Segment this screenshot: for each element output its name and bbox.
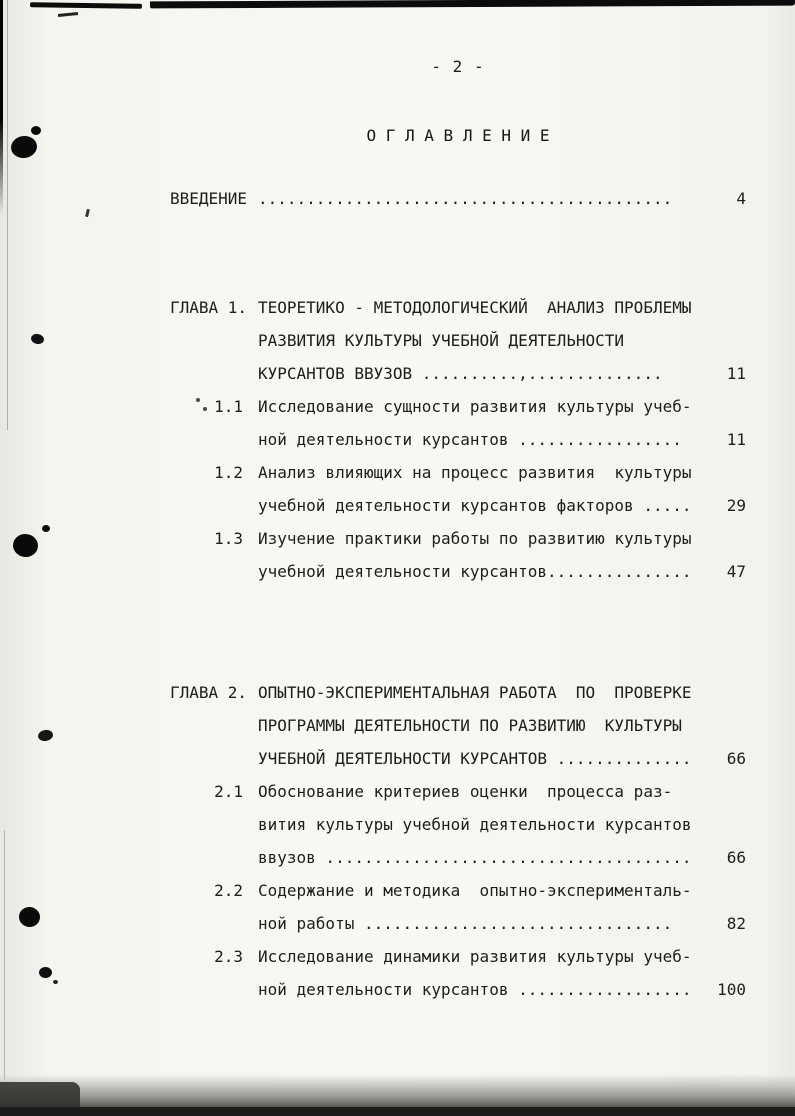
toc-line-text: учебной деятельности курсантов факторов ..... [258,496,692,515]
table-of-contents [170,182,746,1006]
toc-line-text: ной деятельности курсантов ................. [258,430,682,449]
toc-line-text: Анализ влияющих на процесс развития культуры [258,463,692,482]
toc-line-text: вития культуры учебной деятельности курсантов [258,815,692,834]
toc-line [258,390,746,423]
toc-line [258,775,746,808]
page-number: - 2 - [431,57,485,76]
toc-line-text: КУРСАНТОВ ВВУЗОВ ..........,.............. [258,364,663,383]
toc-page-ref: 100 [717,980,746,999]
toc-title: О Г Л А В Л Е Н И Е [366,126,550,145]
toc-line [258,808,746,841]
toc-line [258,676,746,709]
toc-line-text: Изучение практики работы по развитию культуры [258,529,692,548]
binding-hole [42,525,50,532]
binding-hole [18,906,40,927]
toc-line [258,291,746,324]
toc-entry-label: ВВЕДЕНИЕ [170,189,248,208]
toc-line-text: учебной деятельности курсантов............... [258,562,692,581]
toc-line-text: РАЗВИТИЯ КУЛЬТУРЫ УЧЕБНОЙ ДЕЯТЕЛЬНОСТИ [258,331,625,350]
toc-entry-2-1 [170,775,746,874]
toc-line [258,841,746,874]
ink-blot [30,333,45,345]
toc-entry-1-2 [170,456,746,522]
toc-page-ref: 66 [726,848,746,867]
toc-entry-chapter-1 [170,291,746,390]
toc-line-text: УЧЕБНОЙ ДЕЯТЕЛЬНОСТИ КУРСАНТОВ .............. [258,749,692,768]
scan-artifact-left-edge [0,0,3,215]
scan-speck [85,209,90,217]
toc-entry-2-3 [170,940,746,1006]
toc-entry-1-1 [170,390,746,456]
toc-entry-chapter-2 [170,676,746,775]
toc-line [258,522,746,555]
toc-page-ref: 29 [726,496,746,515]
toc-page-ref: 82 [726,914,746,933]
toc-line [258,742,746,775]
toc-line-text: Исследование динамики развития культуры учеб- [258,947,692,966]
ink-blot [53,980,58,984]
scan-artifact-bottom-edge [0,1074,795,1116]
toc-line-text: ПРОГРАММЫ ДЕЯТЕЛЬНОСТИ ПО РАЗВИТИЮ КУЛЬТУРЫ [258,716,682,735]
toc-page-ref: 47 [726,562,746,581]
scan-artifact-crease [4,830,5,1080]
toc-line [258,555,746,588]
toc-line-text: ТЕОРЕТИКО - МЕТОДОЛОГИЧЕСКИЙ АНАЛИЗ ПРОБЛЕМЫ [258,298,692,317]
ink-blot [37,729,54,742]
toc-entry-label: ГЛАВА 1. [170,298,248,317]
scan-artifact-top-edge [58,12,78,17]
toc-line-text: ввузов ...................................... [258,848,692,867]
toc-page-ref: 4 [736,189,746,208]
toc-line [258,489,746,522]
toc-entry-label: 1.1 [214,397,243,416]
toc-entry-label: 2.3 [214,947,243,966]
toc-line [258,423,746,456]
toc-entry-label: ГЛАВА 2. [170,683,248,702]
toc-line-text: ной деятельности курсантов .................. [258,980,692,999]
toc-line [258,324,746,357]
toc-entry-label: 1.3 [214,529,243,548]
binding-hole [12,533,39,558]
toc-line [258,973,746,1006]
toc-entry-label: 2.1 [214,782,243,801]
dot-leader: ........................................... [258,189,673,208]
toc-line [258,709,746,742]
toc-line [258,182,746,215]
toc-line-text: Содержание и методика опытно-эксперименталь- [258,881,692,900]
binding-hole [10,134,39,159]
toc-line-text: ОПЫТНО-ЭКСПЕРИМЕНТАЛЬНАЯ РАБОТА ПО ПРОВЕРКЕ [258,683,692,702]
toc-line-text: Исследование сущности развития культуры учеб- [258,397,692,416]
toc-line [258,907,746,940]
scan-artifact-bottom-corner [0,1082,80,1116]
binding-hole [31,126,41,135]
toc-entry-2-2 [170,874,746,940]
scan-artifact-top-edge [150,0,795,8]
scan-artifact-crease [7,0,8,430]
scan-artifact-bottom-edge [0,1107,795,1116]
toc-line [258,874,746,907]
ink-blot [39,967,52,978]
toc-entry-introduction [170,182,746,215]
toc-line-text: Обоснование критериев оценки процесса раз- [258,782,673,801]
toc-line [258,940,746,973]
toc-entry-label: 2.2 [214,881,243,900]
toc-entry-label: 1.2 [214,463,243,482]
toc-line-text: ной работы ................................ [258,914,673,933]
toc-entry-1-3 [170,522,746,588]
toc-line [258,456,746,489]
toc-page-ref: 11 [726,430,746,449]
toc-line [258,357,746,390]
scan-artifact-top-edge [30,2,142,9]
toc-page-ref: 11 [726,364,746,383]
toc-page-ref: 66 [726,749,746,768]
page-content [170,50,746,1006]
